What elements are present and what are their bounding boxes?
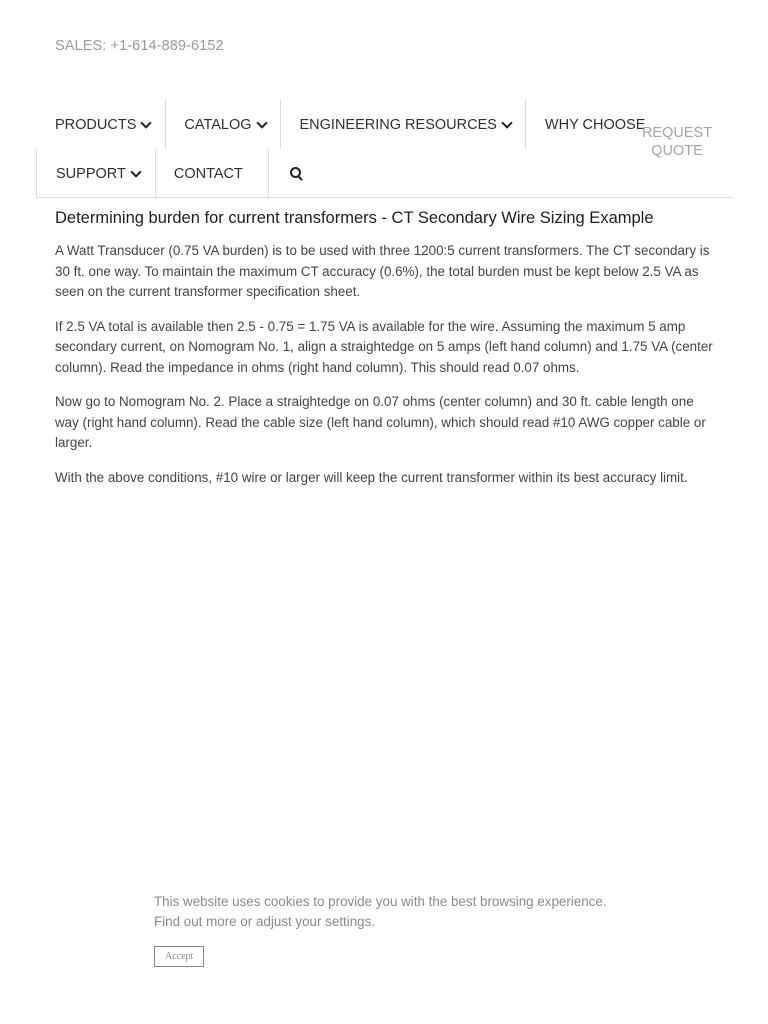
cookie-settings-link[interactable]: Find out more or adjust your settings. xyxy=(154,914,376,929)
request-quote-line1: REQUEST xyxy=(641,125,713,141)
chevron-down-icon xyxy=(256,117,267,128)
article-paragraph: A Watt Transducer (0.75 VA burden) is to be used with three 1200:5 current transformers. The CT secondary is 30 ft. one way. To maintain the maximum CT accuracy (0.6%), the total burden must be kept below 2.5 VA as seen on the current transformer specification sheet. xyxy=(55,243,710,299)
article-paragraph: With the above conditions, #10 wire or larger will keep the current transformer within its best accuracy limit. xyxy=(55,469,688,485)
nav-item-catalog-label: CATALOG xyxy=(184,116,252,133)
search-icon xyxy=(290,167,303,180)
nav-divider xyxy=(36,197,733,198)
nav-item-products-label: PRODUCTS xyxy=(55,116,137,133)
nav-item-products[interactable] xyxy=(36,100,166,149)
nav-item-catalog[interactable] xyxy=(166,100,280,149)
article-title: Determining burden for current transformers - CT Secondary Wire Sizing Example xyxy=(55,209,654,227)
chevron-down-icon xyxy=(501,117,512,128)
nav-item-support[interactable] xyxy=(37,149,156,198)
sales-phone[interactable]: SALES: +1-614-889-6152 xyxy=(55,38,224,54)
search-button[interactable] xyxy=(269,149,303,198)
nav-item-contact-label: CONTACT xyxy=(173,165,243,182)
nav-item-engineering-resources[interactable] xyxy=(281,100,526,149)
main-nav-row-1 xyxy=(36,100,645,149)
cookie-message-line1: This website uses cookies to provide you with the best browsing experience. xyxy=(154,894,607,909)
request-quote-line2: QUOTE xyxy=(651,143,703,159)
cookie-banner xyxy=(154,892,674,967)
nav-item-support-label: SUPPORT xyxy=(56,165,126,182)
cookie-message xyxy=(154,892,674,932)
nav-item-engineering-resources-label: ENGINEERING RESOURCES xyxy=(299,116,497,133)
chevron-down-icon xyxy=(141,117,152,128)
nav-item-contact[interactable] xyxy=(156,149,269,198)
main-nav-row-2 xyxy=(36,149,303,198)
chevron-down-icon xyxy=(130,166,141,177)
request-quote-button[interactable] xyxy=(640,124,714,160)
article-paragraph: Now go to Nomogram No. 2. Place a straightedge on 0.07 ohms (center column) and 30 ft. cable length one way (right hand column). Read the cable size (left hand column), which should read #10 AWG copper cable or larger. xyxy=(55,394,706,450)
nav-item-why-choose[interactable] xyxy=(526,100,645,149)
article xyxy=(55,207,715,502)
cookie-accept-button[interactable]: Accept xyxy=(154,946,204,967)
nav-item-why-choose-label: WHY CHOOSE xyxy=(544,116,646,133)
article-paragraph: If 2.5 VA total is available then 2.5 - 0.75 = 1.75 VA is available for the wire. Assuming the maximum 5 amp secondary current, on Nomogram No. 1, align a straightedge on 5 amps (left hand column) and 1.75 VA (center column). Read the impedance in ohms (right hand column). This should read 0.07 ohms. xyxy=(55,318,713,375)
